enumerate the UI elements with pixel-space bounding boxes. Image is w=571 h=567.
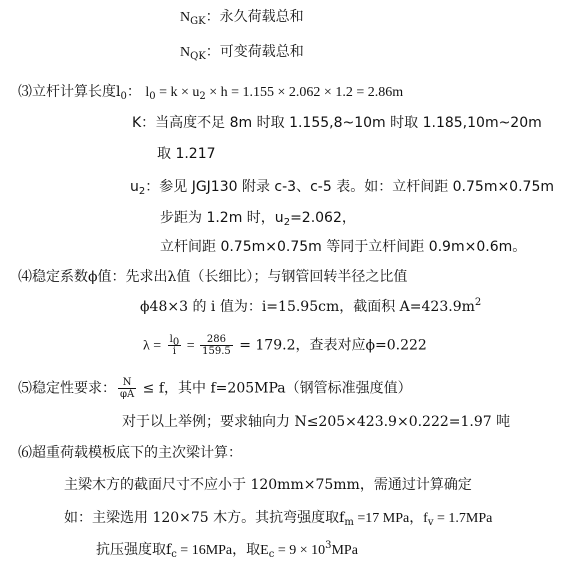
ngk-definition: $N_{GK}$：永久荷载总和 [180, 9, 304, 27]
u2-step: 步距为 1.2m 时，$u_2=2.062$， [160, 210, 356, 228]
fraction-n-over-phia: $\frac{N}{\varphi A}$ [120, 377, 135, 400]
axial-force-requirement: 对于以上举例；要求轴向力 N≤205×423.9×0.222=1.97 吨 [122, 414, 511, 430]
stability-requirement: ⑸稳定性要求： $\frac{N}{\varphi A}$ ≤ f，其中 f=205MPa（钢管标准强度值） [18, 377, 412, 400]
nqk-definition: $N_{QK}$：可变荷载总和 [180, 44, 304, 62]
u2-equivalence: 立杆间距 0.75m×0.75m 等同于立杆间距 0.9m×0.6m。 [160, 239, 527, 255]
main-beam-section: 主梁木方的截面尺寸不应小于 120mm×75mm，需通过计算确定 [64, 477, 472, 493]
lambda-formula: λ = $\frac{l_0}{i}$ = $\frac{286}{159.5}$ = 179.2，查表对应ϕ=0.222 [143, 334, 427, 357]
stability-coefficient-heading: ⑷稳定系数ϕ值：先求出λ值（长细比）；与钢管回转半径之比值 [18, 269, 408, 285]
k-note: K：当高度不足 8m 时取 1.155,8~10m 时取 1.185,10m~20m [132, 115, 542, 131]
compression-strength: 抗压强度取$f_c = 16MPa$，取$E_c = 9 \times 10^3MPa$ [96, 540, 358, 560]
beam-calc-heading: ⑹超重荷载模板底下的主次梁计算： [18, 445, 242, 461]
fraction-286-over-159: $\frac{286}{159.5}$ [202, 334, 231, 357]
i-value-line: ϕ48×3 的 i 值为：i=15.95cm，截面积 $A=423.9m^2$ [140, 297, 482, 315]
fraction-l0-over-i: $\frac{l_0}{i}$ [169, 334, 180, 357]
pole-length-formula: ⑶立杆计算长度$l_0$： $l_0 = k \times u_2 \times h = 1.155 \times 2.062 \times 1.2 = 2.86m$ [18, 84, 404, 102]
main-beam-example: 如：主梁选用 120×75 木方。其抗弯强度取$f_m =17$ MPa，$f_v = 1.7MPa$ [64, 510, 493, 528]
k-note-cont: 取 1.217 [157, 146, 216, 162]
u2-note: $u_2$：参见 JGJ130 附录 c-3、c-5 表。如：立杆间距 0.75m×0.75m [130, 179, 554, 197]
